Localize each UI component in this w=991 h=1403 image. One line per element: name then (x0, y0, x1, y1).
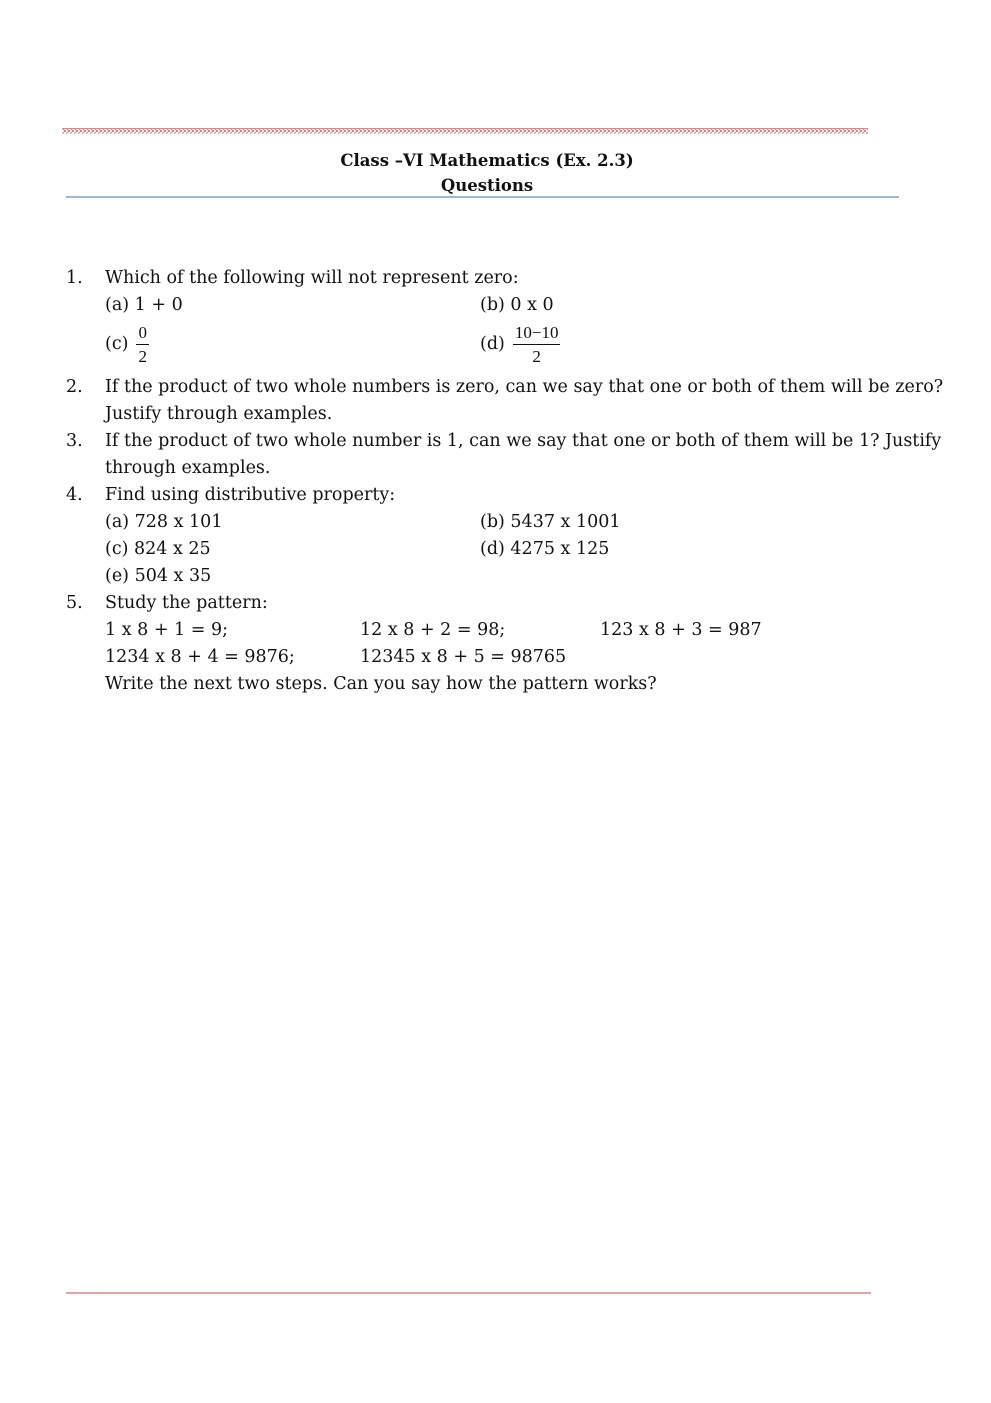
fraction-denominator: 2 (532, 347, 541, 366)
page-title: Class –VI Mathematics (Ex. 2.3) (340, 151, 634, 170)
q4-option-b: (b) 5437 x 1001 (480, 512, 621, 532)
question-text: Which of the following will not represent zero: (105, 268, 519, 288)
question-text-line-2: Justify through examples. (105, 404, 333, 424)
header-divider (66, 196, 899, 198)
q1-option-a: (a) 1 + 0 (105, 295, 183, 315)
pattern-step-4: 1234 x 8 + 4 = 9876; (105, 647, 295, 667)
fraction (136, 322, 149, 367)
question-text-line-1: If the product of two whole numbers is zero, can we say that one or both of them will be zero? (105, 377, 944, 397)
q1-option-d (480, 322, 560, 367)
q4-option-c: (c) 824 x 25 (105, 539, 211, 559)
question-number: 4. (66, 485, 83, 505)
q1-option-c (105, 322, 149, 367)
q4-option-d: (d) 4275 x 125 (480, 539, 610, 559)
pattern-step-2: 12 x 8 + 2 = 98; (360, 620, 506, 640)
pattern-step-3: 123 x 8 + 3 = 987 (600, 620, 762, 640)
q4-option-e: (e) 504 x 35 (105, 566, 212, 586)
question-text-line-2: through examples. (105, 458, 271, 478)
q4-option-a: (a) 728 x 101 (105, 512, 223, 532)
question-text-line-1: If the product of two whole number is 1, can we say that one or both of them will be 1? Justify (105, 431, 942, 451)
question-number: 3. (66, 431, 83, 451)
question-text: Study the pattern: (105, 593, 268, 613)
fraction-numerator: 0 (136, 322, 149, 345)
fraction-numerator: 10−10 (513, 322, 561, 345)
pattern-step-1: 1 x 8 + 1 = 9; (105, 620, 229, 640)
question-text: Find using distributive property: (105, 485, 396, 505)
page-subtitle: Questions (440, 176, 534, 195)
option-label: (d) (480, 334, 505, 354)
fraction-denominator: 2 (138, 347, 147, 366)
question-5-closing: Write the next two steps. Can you say how the pattern works? (105, 674, 657, 694)
question-number: 2. (66, 377, 83, 397)
pattern-step-5: 12345 x 8 + 5 = 98765 (360, 647, 567, 667)
page-header (66, 148, 908, 198)
question-number: 5. (66, 593, 83, 613)
question-number: 1. (66, 268, 83, 288)
fraction (513, 322, 561, 367)
option-label: (c) (105, 334, 129, 354)
footer-divider (66, 1292, 871, 1294)
q1-option-b: (b) 0 x 0 (480, 295, 554, 315)
top-decorative-rule (62, 128, 868, 134)
